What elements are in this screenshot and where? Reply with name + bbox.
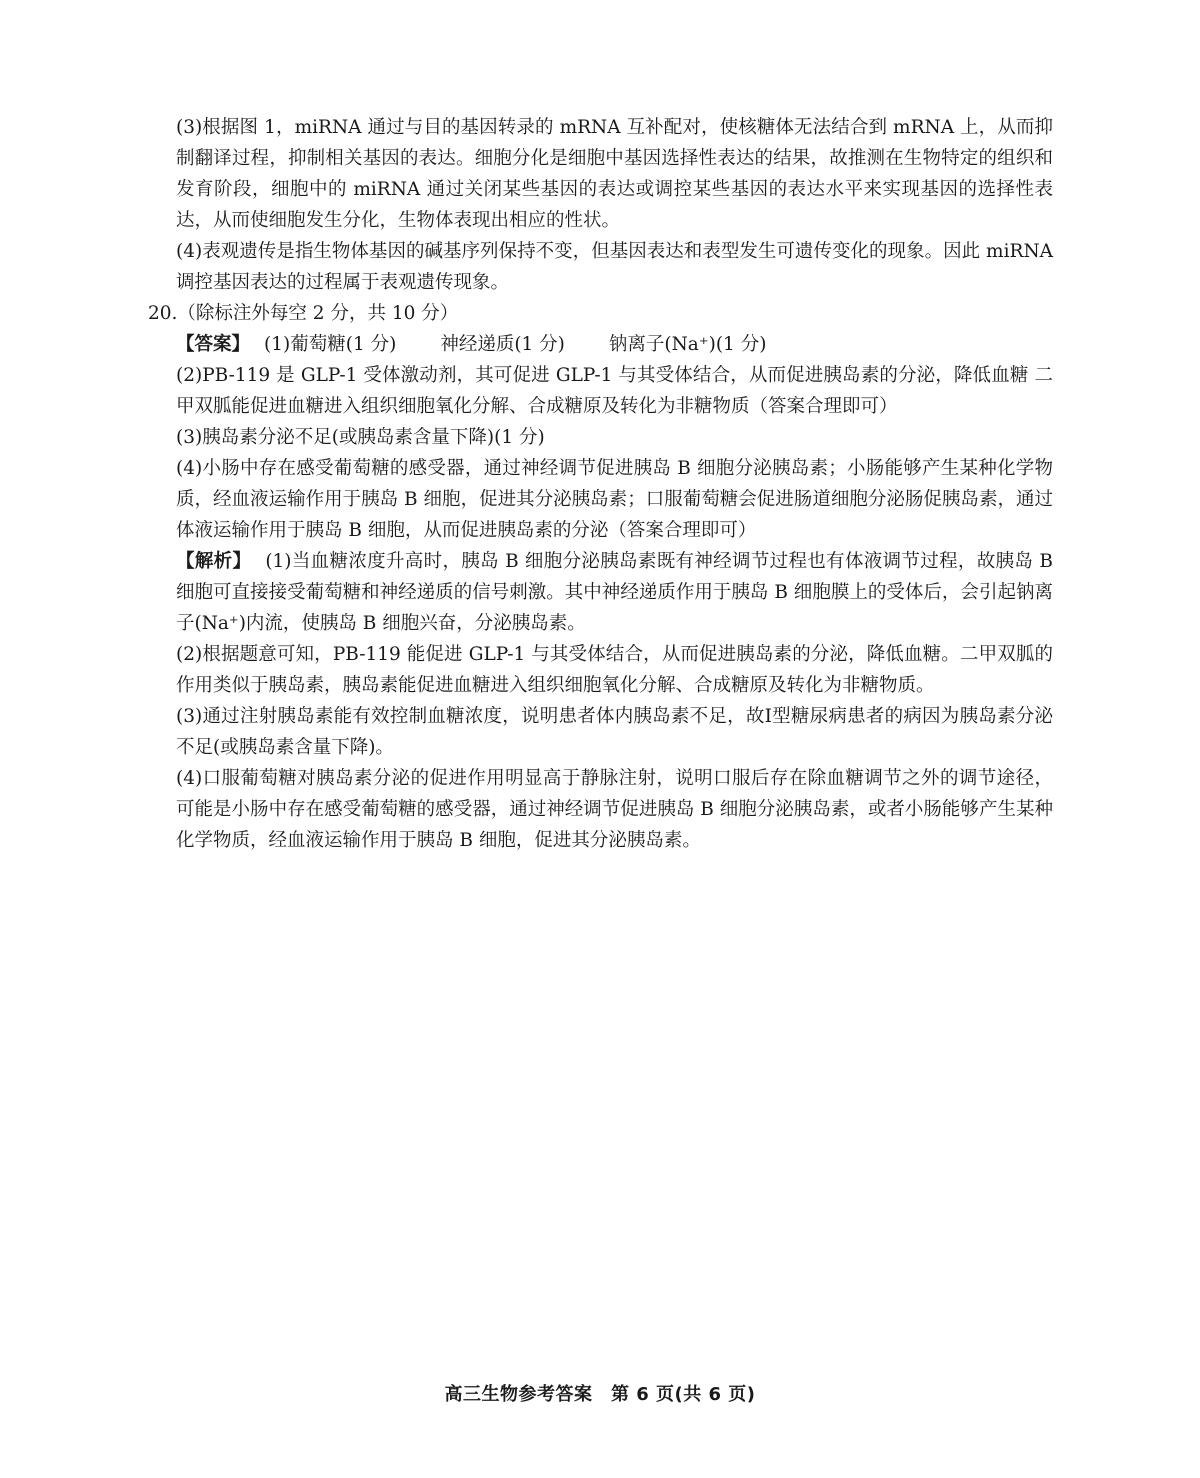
q20-answer-4: (4)小肠中存在感受葡萄糖的感受器，通过神经调节促进胰岛 B 细胞分泌胰岛素；小肠能够产生某种化学物质，经血液运输作用于胰岛 B 细胞，促进其分泌胰岛素；口服葡萄糖会促进肠道细胞分泌肠促胰岛素，通过体液运输作用于胰岛 B 细胞，从而促进胰岛素的分泌（答案合理即可） [176,458,1053,541]
q19-paragraph-4: (4)表观遗传是指生物体基因的碱基序列保持不变，但基因表达和表型发生可遗传变化的现象。因此 miRNA 调控基因表达的过程属于表观遗传现象。 [176,241,1053,293]
q20-answer-2: (2)PB-119 是 GLP-1 受体激动剂，其可促进 GLP-1 与其受体结合，从而促进胰岛素的分泌，降低血糖 二甲双胍能促进血糖进入组织细胞氧化分解、合成糖原及转化为非糖物质（答案合理即可） [176,365,1053,417]
page-footer: 高三生物参考答案 第 6 页(共 6 页) [444,1384,756,1405]
analysis-1-text: (1)当血糖浓度升高时，胰岛 B 细胞分泌胰岛素既有神经调节过程也有体液调节过程，故胰岛 B 细胞可直接接受葡萄糖和神经递质的信号刺激。其中神经递质作用于胰岛 B 细胞膜上的受体后，会引起钠离子(Na⁺)内流，使胰岛 B 细胞兴奋，分泌胰岛素。 [176,551,1053,634]
q20-analysis-2: (2)根据题意可知，PB-119 能促进 GLP-1 与其受体结合，从而促进胰岛素的分泌，降低血糖。二甲双胍的作用类似于胰岛素，胰岛素能促进血糖进入组织细胞氧化分解、合成糖原及转化为非糖物质。 [176,644,1053,696]
answer-tag: 【答案】 [176,334,251,355]
q20-analysis-4: (4)口服葡萄糖对胰岛素分泌的促进作用明显高于静脉注射，说明口服后存在除血糖调节之外的调节途径，可能是小肠中存在感受葡萄糖的感受器，通过神经调节促进胰岛 B 细胞分泌胰岛素，或者小肠能够产生某种化学物质，经血液运输作用于胰岛 B 细胞，促进其分泌胰岛素。 [176,768,1053,851]
q20-analysis-3: (3)通过注射胰岛素能有效控制血糖浓度，说明患者体内胰岛素不足，故Ⅰ型糖尿病患者的病因为胰岛素分泌不足(或胰岛素含量下降)。 [176,706,1053,758]
document-body [148,112,1053,856]
q19-paragraph-3: (3)根据图 1，miRNA 通过与目的基因转录的 mRNA 互补配对，使核糖体无法结合到 mRNA 上，从而抑制翻译过程，抑制相关基因的表达。细胞分化是细胞中基因选择性表达的结果，故推测在生物特定的组织和发育阶段，细胞中的 miRNA 通过关闭某些基因的表达或调控某些基因的表达水平来实现基因的选择性表达，从而使细胞发生分化，生物体表现出相应的性状。 [176,117,1053,231]
analysis-tag: 【解析】 [176,551,252,572]
answer-1a: (1)葡萄糖(1 分) [264,334,397,355]
answer-1b: 神经递质(1 分) [440,334,565,355]
q20-answer-line-1 [148,329,1053,360]
q20-analysis-1 [148,546,1053,639]
answer-1c: 钠离子(Na⁺)(1 分) [608,334,767,355]
q20-answer-3: (3)胰岛素分泌不足(或胰岛素含量下降)(1 分) [176,427,545,448]
q20-heading: 20.（除标注外每空 2 分，共 10 分） [148,303,459,324]
